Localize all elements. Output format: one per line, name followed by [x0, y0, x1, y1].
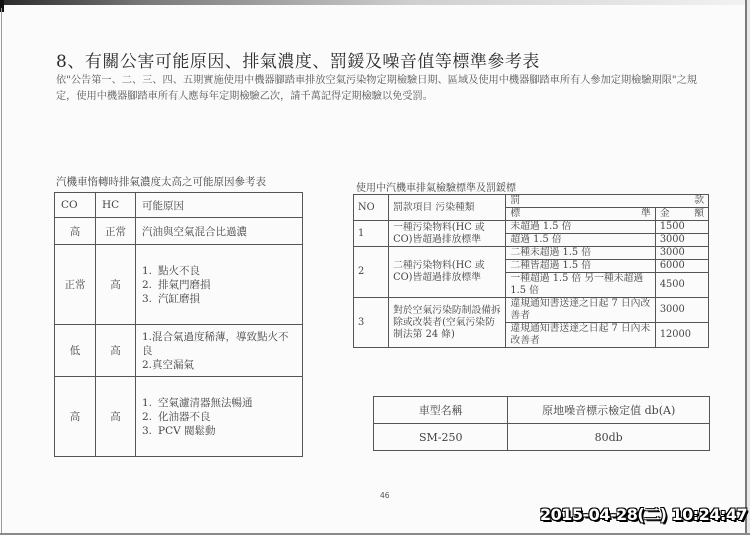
table-row [55, 245, 303, 325]
table-row [374, 424, 710, 451]
intro-paragraph: 依"公告第一、二、三、四、五期實施使用中機器腳踏車排放空氣污染物定期檢驗日期、區域及使用中機器腳踏車所有人參加定期檢驗期限"之規定，使用中機器腳踏車所有人應每年定期檢驗乙次，請千萬記得定期檢驗以免受罰。 [56, 75, 697, 102]
cell-hc: 高 [96, 325, 136, 377]
cell-item: 二種污染物料(HC 或 CO)皆超過排放標準 [389, 247, 506, 298]
cell-no: 1 [354, 221, 389, 247]
cell-cause: 汽油與空氣混合比過濃 [136, 218, 303, 245]
page-number: 46 [380, 491, 390, 500]
table-row [354, 298, 709, 323]
penalty-table-caption: 使用中汽機車排氣檢驗標準及罰鍰標 [356, 183, 516, 194]
scan-edge-left [1, 8, 2, 535]
header-item: 罰款項目 污染種類 [389, 195, 506, 221]
page-title: 8、有關公害可能原因、排氣濃度、罰鍰及噪音值等標準參考表 [56, 52, 540, 72]
cell-standard: 違規通知書送達之日起 7 日內未改善者 [506, 323, 655, 348]
cell-amount: 1500 [655, 221, 708, 234]
header-noise-value: 原地噪音標示檢定值 db(A) [508, 397, 710, 424]
cell-standard: 違規通知書送達之日起 7 日內改善者 [506, 298, 655, 323]
cell-co: 低 [55, 325, 96, 377]
cause-item: 2. 化油器不良 [142, 410, 211, 423]
cell-cause [136, 377, 303, 457]
cell-standard: 超過 1.5 倍 [506, 234, 655, 247]
table-row [354, 247, 709, 260]
header-cause: 可能原因 [136, 193, 303, 218]
cell-noise-value: 80db [508, 424, 710, 451]
table-header-row [55, 193, 303, 218]
cell-no: 2 [354, 247, 389, 298]
cause-table [54, 192, 303, 457]
cell-standard: 一種超過 1.5 倍 另一種未超過 1.5 倍 [506, 273, 655, 298]
cell-hc: 高 [96, 245, 136, 325]
cell-cause [136, 245, 303, 325]
noise-table [373, 396, 710, 451]
scan-timestamp: 2015-04-28(二) 10:24:47 [540, 505, 748, 524]
cell-amount: 3000 [655, 298, 708, 323]
cell-amount: 3000 [655, 234, 708, 247]
cause-item: 1. 點火不良 [142, 264, 200, 277]
cause-item: 1.混合氣過度稀薄，導致點火不良 [142, 330, 289, 357]
cell-standard: 二種未超過 1.5 倍 [506, 247, 655, 260]
table-header-row [374, 397, 710, 424]
cause-item: 3. PCV 閥鬆動 [142, 424, 216, 437]
cell-standard: 二種皆超過 1.5 倍 [506, 260, 655, 273]
cell-item: 對於空氣污染防制設備拆除或改裝者(空氣污染防制法第 24 條) [389, 298, 506, 348]
cause-table-caption: 汽機車惰轉時排氣濃度太高之可能原因參考表 [56, 176, 266, 188]
table-header-row [354, 195, 709, 208]
header-co: CO [55, 193, 96, 218]
cell-no: 3 [354, 298, 389, 348]
cell-cause [136, 325, 303, 377]
header-hc: HC [96, 193, 136, 218]
header-fine: 罰 款 [506, 195, 709, 208]
cell-hc: 正常 [96, 218, 136, 245]
header-no: NO [354, 195, 389, 221]
cell-amount: 6000 [655, 260, 708, 273]
table-row [55, 218, 303, 245]
cell-co: 高 [55, 377, 96, 457]
cell-co: 高 [55, 218, 96, 245]
header-amount: 金 額 [655, 208, 708, 221]
cell-amount: 12000 [655, 323, 708, 348]
cell-co: 正常 [55, 245, 96, 325]
cell-item: 一種污染物料(HC 或 CO)皆超過排放標準 [389, 221, 506, 247]
cell-hc: 高 [96, 377, 136, 457]
table-row [55, 377, 303, 457]
cause-item: 1. 空氣濾清器無法暢通 [142, 396, 253, 409]
cause-item: 2.真空漏氣 [142, 358, 195, 371]
table-row [354, 221, 709, 234]
cell-amount: 4500 [655, 273, 708, 298]
penalty-table [353, 194, 709, 348]
scan-edge-top [0, 0, 750, 5]
cell-standard: 未超過 1.5 倍 [506, 221, 655, 234]
header-standard: 標 準 [506, 208, 655, 221]
table-row [55, 325, 303, 377]
cause-item: 3. 汽缸磨損 [142, 292, 200, 305]
header-model: 車型名稱 [374, 397, 508, 424]
cause-item: 2. 排氣門磨損 [142, 278, 211, 291]
scan-edge-right [745, 0, 747, 535]
cell-model: SM-250 [374, 424, 508, 451]
cell-amount: 3000 [655, 247, 708, 260]
